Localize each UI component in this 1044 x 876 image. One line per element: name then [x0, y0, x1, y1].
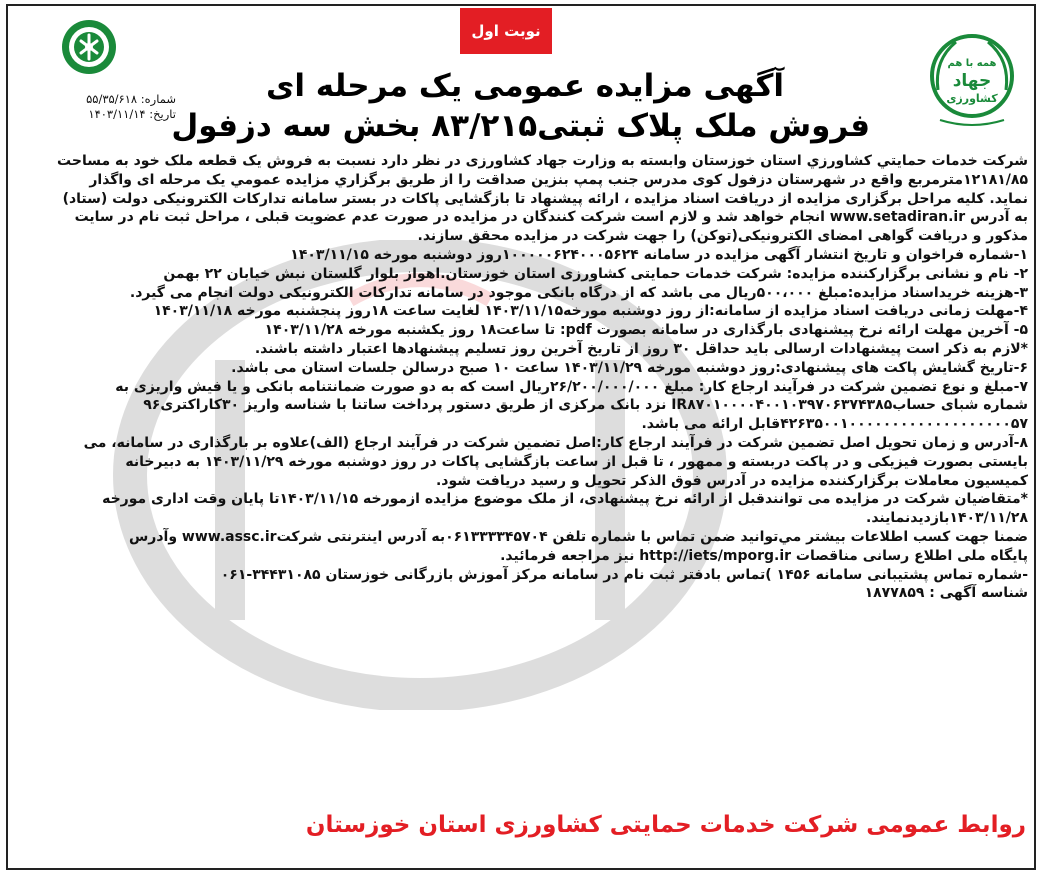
body-line: بایستی بصورت فیزیکی و در پاکت دربسته و ممهور ، تا قبل از ساعت بازگشایی پاکات در روز دوشنبه مورخه ۱۴۰۳/۱۱/۲۹ به دبیرخانه [125, 453, 1028, 470]
body-line: مذکور و دریافت گواهی امضای الکترونیکی(توکن) را جهت شرکت در مزایده محقق سازند. [417, 228, 1028, 245]
body-line: ضمنا جهت کسب اطلاعات بیشتر مي‌توانيد ضمن تماس با شماره تلفن ۰۶۱۳۳۳۳۴۵۷۰۴به آدرس اینترنتی شرکتwww.assc.ir وآدرس [128, 528, 1028, 545]
body-line: ۴-مهلت زمانی دریافت اسناد مزایده از سامانه:از روز دوشنبه مورخه۱۴۰۳/۱۱/۱۵ لغایت ساعت ۱۸روز پنجشنبه مورخه ۱۴۰۳/۱۱/۱۸ [153, 303, 1028, 320]
body-line: شناسه آگهی : ۱۸۷۷۸۵۹ [864, 585, 1028, 602]
body-line: ۷-مبلغ و نوع تضمین شرکت در فرآیند ارجاع کار: مبلغ ۲۶/۲۰۰/۰۰۰/۰۰۰ریال است که به دو صورت ضمانتنامه بانکی و یا فیش واریزی به [115, 378, 1028, 395]
letter-date: تاریخ: ۱۴۰۳/۱۱/۱۴ [88, 107, 176, 121]
body-line: *لازم به ذکر است پیشنهادات ارسالی باید حداقل ۳۰ روز از تاریخ آخرین روز تسلیم پیشنهادها اعتبار داشته باشند. [254, 340, 1028, 357]
notice-subtitle: فروش ملک پلاک ثبتی۸۳/۲۱۵ بخش سه دزفول [171, 108, 870, 144]
svg-text:همه با هم: همه با هم [947, 58, 997, 69]
body-line: ۱-شماره فراخوان و تاریخ انتشار آگهی مزایده در سامانه ۱۰۰۰۰۰۶۲۴۰۰۰۵۶۲۴روز دوشنبه مورخه ۱۴۰۳/۱۱/۱۵ [290, 246, 1028, 263]
body-line: کمیسیون معاملات برگزارکننده مزایده در آدرس فوق الذکر تحویل و رسید دریافت شود. [435, 472, 1028, 489]
body-line: ۴۲۶۳۵۰۰۱۰۰۰۰۰۰۰۰۰۰۰۰۰۰۰۰۰۰۰۵۷قابل ارائه می باشد. [641, 416, 1028, 433]
body-line: شرکت خدمات حمايتي کشاورزي استان خوزستان وابسته به وزارت جهاد کشاورزی در نظر دارد نسبت به فروش یک قطعه ملک خود به مساحت [57, 153, 1028, 169]
svg-text:جهاد: جهاد [952, 71, 992, 91]
body-line: شماره شبای حسابIR۸۷۰۱۰۰۰۰۴۰۰۱۰۳۹۷۰۶۳۷۴۳۸۵ نزد بانک مرکزی از طریق دستور پرداخت ساتنا با شناسه واریز ۳۰کاراکتری۹۶ [143, 397, 1028, 414]
body-line: نماید. کلیه مراحل برگزاری مزایده از دریافت اسناد مزایده ، ارائه پیشنهاد تا بازگشایی پاکات در بستر سامانه تدارکات الکترونیکی دولت (ستاد) [62, 190, 1028, 207]
svg-text:کشاورزی: کشاورزی [946, 92, 998, 105]
body-line: پایگاه ملی اطلاع رسانی مناقصات http://iets/mporg.ir نیز مراجعه فرمائید. [500, 547, 1028, 564]
body-line: به آدرس www.setadiran.ir انجام خواهد شد و لازم است شرکت کنندگان در مزایده در صورت عدم عضویت قبلی ، مراحل ثبت نام در سایت [74, 209, 1028, 226]
notice-title: آگهی مزایده عمومی یک مرحله ای [265, 68, 785, 104]
body-line: ۲- نام و نشانی برگزارکننده مزایده: شرکت خدمات حمایتی کشاورزی استان خوزستان.اهواز بلوار گلستان نبش خیابان ۲۲ بهمن [163, 265, 1028, 282]
body-line: ۱۴۰۳/۱۱/۲۸بازدیدنمایند. [866, 510, 1028, 527]
body-line: *متقاضیان شرکت در مزایده می توانندقبل از ارائه نرخ پیشنهادی، از ملک موضوع مزایده ازمورخه ۱۴۰۳/۱۱/۱۵تا پایان وقت اداری مورخه [102, 491, 1028, 508]
letter-number: شماره: ۵۵/۳۵/۶۱۸ [86, 92, 176, 106]
body-line: ۵- آخرین مهلت ارائه نرخ پیشنهادی بارگذاری در سامانه بصورت pdf: تا ساعت۱۸ روز یکشنبه مورخه ۱۴۰۳/۱۱/۲۸ [264, 322, 1028, 339]
jahad-keshavarzi-logo-icon [926, 30, 1018, 130]
first-round-badge: نوبت اول [460, 8, 552, 54]
body-line: ۳-هزینه خریداسناد مزایده:مبلغ ۵۰۰،۰۰۰ریال می باشد که از درگاه بانکی موجود در سامانه تدارکات الکترونیکی دولت انجام می گیرد. [129, 284, 1028, 301]
body-line: ۶-تاریخ گشایش پاکت های پیشنهادی:روز دوشنبه مورخه ۱۴۰۳/۱۱/۲۹ ساعت ۱۰ صبح درسالن جلسات استان می باشد. [231, 359, 1028, 376]
body-line: -شماره تماس پشتیبانی سامانه ۱۴۵۶ )تماس بادفتر ثبت نام در سامانه مرکز آموزش بازرگانی خوزستان ۳۴۴۳۱۰۸۵-۰۶۱ [220, 566, 1028, 583]
footer-public-relations: روابط عمومی شرکت خدمات حمایتی کشاورزی استان خوزستان [305, 812, 1026, 838]
body-line: ۸-آدرس و زمان تحویل اصل تضمین شرکت در فرآیند ارجاع کار:اصل تضمین شرکت در فرآیند ارجاع (الف)علاوه بر بارگذاری در سامانه، می [83, 434, 1028, 451]
notice-body [20, 152, 1028, 603]
organization-logo-left-icon [60, 18, 118, 76]
letter-meta [36, 92, 176, 122]
body-line: ۱۲۱۸۱/۸۵مترمربع واقع در شهرستان دزفول کوی مدرس جنب پمپ بنزین صداقت را از طريق برگزاري مزايده عمومي یک مرحله ای واگذار [89, 171, 1028, 188]
